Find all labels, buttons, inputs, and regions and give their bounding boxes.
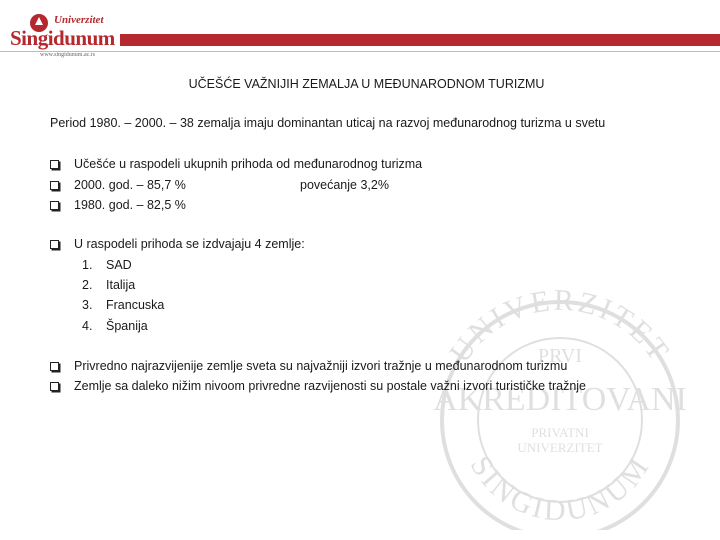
country-item: 2. Italija xyxy=(82,278,136,292)
watermark-arc-top: UNIVERZITET xyxy=(443,283,677,369)
bullet-item: U raspodeli prihoda se izdvajaju 4 zemlje: xyxy=(50,237,305,251)
logo-website: www.singidunum.ac.rs xyxy=(40,52,96,58)
intro-text: Period 1980. – 2000. – 38 zemalja imaju dominantan uticaj na razvoj međunarodnog turizma u svetu xyxy=(50,116,606,130)
country-item: 3. Francuska xyxy=(82,298,165,312)
watermark-seal-icon xyxy=(410,270,710,530)
country-item: 1. SAD xyxy=(82,258,132,272)
bullet-item: Zemlje sa daleko nižim nivoom privredne razvijenosti su postale važni izvori turističke tražnje xyxy=(50,379,586,393)
checkbox-bullet-icon xyxy=(50,362,59,371)
watermark-center1: PRVI xyxy=(538,345,582,367)
country-item: 4. Španija xyxy=(82,319,148,333)
bullet-item: Učešće u raspodeli ukupnih prihoda od međunarodnog turizma xyxy=(50,157,422,171)
watermark-center2: AKREDITOVANI xyxy=(433,381,687,418)
bullet-item: 1980. god. – 82,5 % xyxy=(50,198,186,212)
logo-name: Singidunum xyxy=(10,26,115,50)
header-bar xyxy=(120,34,720,46)
bullet-item: 2000. god. – 85,7 % xyxy=(50,178,186,192)
checkbox-bullet-icon xyxy=(50,382,59,391)
checkbox-bullet-icon xyxy=(50,201,59,210)
increase-text: povećanje 3,2% xyxy=(300,178,389,192)
watermark-small1: PRIVATNI xyxy=(531,425,589,440)
checkbox-bullet-icon xyxy=(50,240,59,249)
checkbox-bullet-icon xyxy=(50,160,59,169)
header-divider xyxy=(0,51,720,52)
watermark-arc-bottom: SINGIDUNUM xyxy=(463,449,657,528)
checkbox-bullet-icon xyxy=(50,181,59,190)
bullet-item: Privredno najrazvijenije zemlje sveta su najvažniji izvori tražnje u međunarodnom turizmu xyxy=(50,359,567,373)
slide-title: UČEŠĆE VAŽNIJIH ZEMALJA U MEĐUNARODNOM TURIZMU xyxy=(188,77,545,91)
logo-univerzitet: Univerzitet xyxy=(54,14,104,26)
watermark-small2: UNIVERZITET xyxy=(517,440,603,455)
